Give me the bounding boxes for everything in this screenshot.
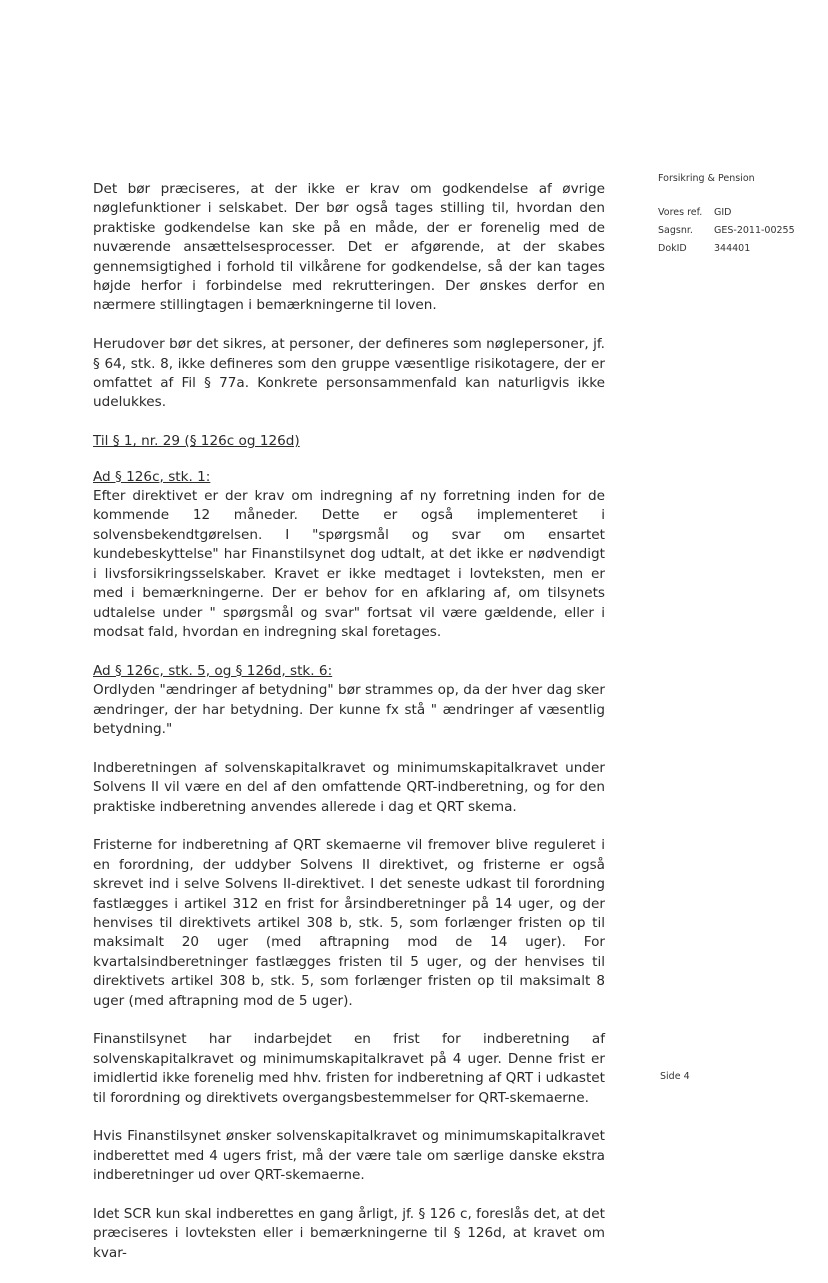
body-paragraph: Idet SCR kun skal indberettes en gang årligt, jf. § 126 c, foreslås det, at det præciseres i lovteksten eller i bemærkningerne til § 126d, at kravet om kvar- <box>93 1206 605 1261</box>
reference-label: Vores ref. <box>658 207 703 218</box>
body-paragraph: Indberetningen af solvenskapitalkravet og minimumskapitalkravet under Solvens II vil være en del af den omfattende QRT-indberetning, og for den praktiske indberetning anvendes allerede i dag et QRT skema. <box>93 759 605 815</box>
reference-value: GID <box>714 207 732 218</box>
page-number: Side 4 <box>660 1071 690 1082</box>
body-paragraph: Herudover bør det sikres, at personer, der defineres som nøglepersoner, jf. § 64, stk. 8, ikke defineres som den gruppe væsentlige risikotagere, der er omfattet af Fil § 77a. Konkrete personsammenfald kan naturligvis ikke udelukkes. <box>93 336 605 411</box>
reference-row <box>658 204 795 222</box>
body-paragraph: Finanstilsynet har indarbejdet en frist for indberetning af solvenskapitalkravet og minimumskapitalkravet på 4 uger. Denne frist er imidlertid ikke forenelig med hhv. fristen for indberetning af QRT i udkastet til forordning og direktivets overgangsbestemmelser for QRT-skemaerne. <box>93 1031 605 1106</box>
subsection-heading: Ad § 126c, stk. 1: <box>93 468 211 485</box>
case-number-row <box>658 222 795 240</box>
subsection-heading: Ad § 126c, stk. 5, og § 126d, stk. 6: <box>93 662 333 679</box>
case-number-label: Sagsnr. <box>658 225 693 236</box>
body-paragraph: Det bør præciseres, at der ikke er krav om godkendelse af øvrige nøglefunktioner i selskabet. Der bør også tages stilling til, hvordan den praktiske godkendelse kan ske på en måde, der er forenelig med de nuværende ansættelsesprocesser. Det er afgørende, at der skabes gennemsigtighed i forhold til vilkårene for godkendelse, så der kan tages højde herfor i forbindelse med rekrutteringen. Der ønskes derfor en nærmere stillingtagen i bemærkningerne til loven. <box>93 181 605 314</box>
document-id-label: DokID <box>658 243 687 254</box>
document-body <box>93 180 605 1283</box>
body-paragraph: Efter direktivet er der krav om indregning af ny forretning inden for de kommende 12 måneder. Dette er også implementeret i solvensbekendtgørelsen. I "spørgsmål og svar om ensartet kundebeskyttelse" har Finanstilsynet dog udtalt, at det ikke er nødvendigt i livsforsikringsselskaber. Kravet er ikke medtaget i lovteksten, men er med i bemærkningerne. Der er behov for en afklaring af, om tilsynets udtalelse under " spørgsmål og svar" fortsat vil være gældende, eller i modsat fald, hvordan en indregning skal foretages. <box>93 488 605 640</box>
document-reference-panel <box>658 170 795 258</box>
body-paragraph: Ordlyden "ændringer af betydning" bør strammes op, da der hver dag sker ændringer, der har betydning. Der kunne fx stå " ændringer af væsentlig betydning." <box>93 682 605 737</box>
section-heading: Til § 1, nr. 29 (§ 126c og 126d) <box>93 433 300 450</box>
organization-name: Forsikring & Pension <box>658 173 755 184</box>
case-number-value: GES-2011-00255 <box>714 225 795 236</box>
body-paragraph: Fristerne for indberetning af QRT skemaerne vil fremover blive reguleret i en forordning, der uddyber Solvens II direktivet, og fristerne er også skrevet ind i selve Solvens II-direktivet. I det seneste udkast til forordning fastlægges i artikel 312 en frist for årsindberetninger på 14 uger, og der henvises til direktivets artikel 308 b, stk. 5, som forlænger fristen op til maksimalt 20 uger (med aftrapning mod de 14 uger). For kvartalsindberetninger fastlægges fristen til 5 uger, og der henvises til direktivets artikel 308 b, stk. 5, som forlænger fristen op til maksimalt 8 uger (med aftrapning mod de 5 uger). <box>93 837 605 1009</box>
document-id-row <box>658 240 795 258</box>
body-paragraph: Hvis Finanstilsynet ønsker solvenskapitalkravet og minimumskapitalkravet indberettet med 4 ugers frist, må der være tale om særlige danske ekstra indberetninger ud over QRT-skemaerne. <box>93 1128 605 1184</box>
document-id-value: 344401 <box>714 243 751 254</box>
